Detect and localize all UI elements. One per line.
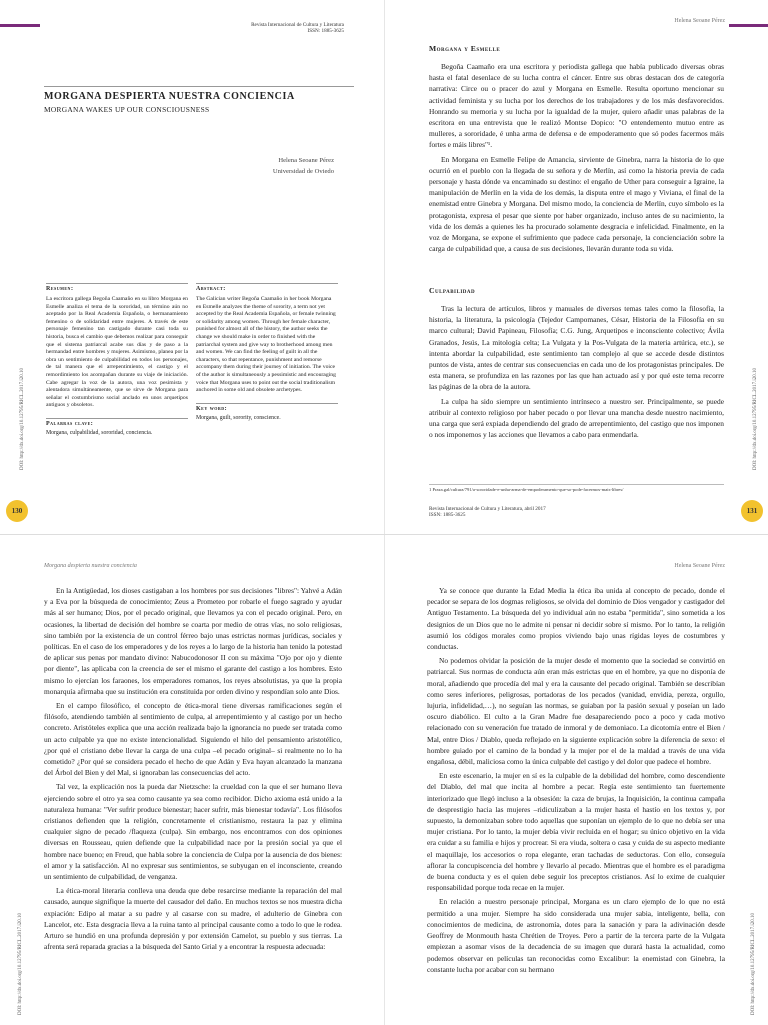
article-title: MORGANA DESPIERTA NUESTRA CONCIENCIA	[44, 91, 295, 102]
paragraph: Tras la lectura de artículos, libros y manuales de diversos temas tales como la filosofía, la historia, la literatura, la psicología (Tejedor Campomanes, César, Historia de la Filosofía en su marco cultural; David Papineau, Filosofía; C.G. Jung, Arquetipos e inconsciente colectivo; Ávila Granados, Jesús, La mitología celta; La Vulgata y la Pos-Vulgata de la materia artúrica, etc.), se intenta abordar la culpabilidad, este sentimiento tan complejo al que se accede desde distintos puntos de vista, antes de centrar sus consecuencias en cada uno de los protagonistas principales. De esta manera, se profundiza en las razones por las que han actuado así y por qué este tema recorre las páginas de la obra de la autora.	[429, 304, 724, 392]
paragraph: Ya se conoce que durante la Edad Media la ética iba unida al concepto de pecado, donde el pecador se separa de los dogmas religiosos, se olvida del dominio de Dios vengador y castigador del Antiguo Testamento. La búsqueda del yo individual aún no estaba "permitida", sino sometida a los designios de un Dios que no le admite ni pensar ni decidir sobre sí mismo. Por lo tanto, la religión asumió los códigos morales como propios viviendo bajo unas rígidas leyes de costumbres y conductas.	[427, 586, 725, 652]
abstract-heading: Abstract:	[196, 286, 226, 292]
page-130	[0, 0, 384, 534]
corner-decoration	[0, 0, 40, 27]
author-block	[200, 157, 334, 175]
paragraph: La ética-moral literaria conlleva una deuda que debe resarcirse mediante la reparación del mal causado, aunque signifique la muerte del causador del daño. En muchos textos se nos muestra dicha expiación: Edipo al matar a su padre y al casarse con su madre, el adulterio de Ginebra con Lancelot, etc. Esta desgracia lleva a la ruina tanto al principal causante como a todo lo que le rodea. Arturo se hundió en una profunda depresión y por extensión Camelot, su pueblo y sus tierras. La afrenta será reparada gracias a la búsqueda del Santo Grial y a encontrar la respuesta adecuada:	[44, 886, 342, 952]
section-culpabilidad-body	[429, 303, 724, 440]
journal-header	[251, 22, 344, 35]
doi-vertical-left: DOI: http://dx.doi.org/10.12795/RICL.2017.i20.10	[20, 368, 25, 470]
page-133-body	[427, 585, 725, 978]
page-133	[384, 535, 768, 1025]
resumen-heading: Resumen:	[46, 286, 74, 292]
resumen-text: La escritora gallega Begoña Caamaño en su libro Morgana en Esmelle analiza el tema de la sororidad, un término aún no aceptado por la Real Academia Española, o hermanamiento femenino o de solidaridad entre mujeres. A través de este personaje femenino tan castigado durante casi toda su historia, busca el cambio que debemos realizar para conseguir que el sistema patriarcal acabe sus días y de paso a la hermandad entre hombres y mujeres. Asimismo, planea por la obra un sentimiento de culpabilidad en todos los personajes, de tal manera que el arrepentimiento, el castigo y el remordimiento los acompañan durante su viaje de iniciación. Cabe agregar la voz de la autora, una voz pesimista y alentadora simultáneamente, que se sirve de Morgana para señalar el costumbrismo social anclado en unos arquetipos antiguos y obsoletos.	[46, 296, 188, 409]
resumen-keywords-heading: Palabras clave:	[46, 418, 188, 427]
abstract-keywords: Morgana, guilt, sorority, conscience.	[196, 414, 281, 421]
section-heading-morgana: Morgana y Esmelle	[429, 44, 501, 53]
footnote-text: 1 Praza.gal/cultura/791/a-sororidade-e-unha-arma-de-empoderamento-que-so-pode-facermos-mais-libres/	[429, 487, 624, 492]
page-131	[384, 0, 768, 534]
page-number-left: 130	[6, 500, 28, 522]
running-head-author: Helena Seoane Pérez	[674, 18, 725, 24]
paragraph: En este escenario, la mujer en sí es la culpable de la debilidad del hombre, como descendiente del Diablo, del mal que incita al hombre a pecar. Regía este sentimiento tan fuertemente interiorizado que llegó incluso a la obsesión: la caza de brujas, la Inquisición, la continua campaña de desprestigio hacia las mujeres –ridiculizaban a la mujer hasta el hastío en los textos y, por supuesto, la demonizaban sobre todo aquellas que suponían un ejemplo de lo que no debía ser una mujer cristiana. Por lo tanto, la mujer debía vivir recluida en el hogar; su único objetivo en la vida era cuidar a su familia e hijos y procrear. Si era viuda, soltera o casa y cuida de su aspecto mediante el maquillaje, los accesorios o ropa elegante, eran tachadas de seductoras. Con ello, conseguía aflorar la concupiscencia del hombre y llevarlo al pecado. Mientras que el hombre es el paradigma de buena conducta y es el quien debe seguir los preceptos cristianos. Así lo exime de cualquier responsabilidad porque toda recae en la mujer.	[427, 771, 725, 893]
paragraph: En Morgana en Esmelle Felipe de Amancia, sirviente de Ginebra, narra la historia de lo que ocurrió en el pueblo con la llegada de su señora y de Merlín, así como la historia previa de cada personaje y hasta dónde va encaminado su destino: el engaño de Uther para conseguir a Igraine, la manipulación de Merlín en la vida de los demás, la disputa entre el mago y Viviana, el final de la enemistad entre Ginebra y Morgana. Del mismo modo, la conciencia de Merlín, cuyo símbolo es la protagonista, expresa el pesar que siente por haber organizado, incluso antes de su nacimiento, la vida de los demás a quienes les ha procurado solamente desgracia e infelicidad. Finalmente, en la voz de Morgana, se expone el sufrimiento que padece cada personaje, la concienciación sobre la carga de culpabilidad que, a causa de sus decisiones, llevarán durante toda su vida.	[429, 154, 724, 254]
title-block	[44, 86, 354, 114]
footer-issn: ISSN: 1885-3625	[429, 512, 466, 519]
section-culpabilidad	[429, 286, 724, 443]
abstract-text: The Galician writer Begoña Caamaño in her book Morgana en Esmelle analyzes the theme of sorority, a term not yet accepted by the Real Academia Española, or female twinning or solidarity among women. Through her female character, punished for almost all of the history, the author seeks the change we should make in order to finished with the patriarchal system and give way to brotherhood among men and women. We can find the feeling of guilt in all the characters, so that repentance, punishment and remorse accompany them during their journey of initiation. The voice of the author is simultaneously a pessimistic and encouraging voice that Morgana uses to point out the social traditionalism anchored in some old and obsolete archetypes.	[196, 296, 336, 394]
paragraph: En el campo filosófico, el concepto de ética-moral tiene diversas ramificaciones según el filósofo, atendiendo también al sentimiento de culpa, al arrepentimiento y al castigo por un hecho concreto. Aristóteles explica que una acción realizada bajo la ignorancia no puede ser tratada como un acto culpable ya que no existe intencionalidad. Siguiendo el hilo del pensamiento aristotélico, ¿por qué el cristiano debe llevar la carga de una culpa –el pecado original– si realmente no lo ha cometido? ¿Por qué se considera pecado el hecho de que Adán y Eva hayan alcanzado la manzana del Árbol del Bien y del Mal, si ignoraban las consecuencias del acto.	[44, 701, 342, 778]
abstract-keywords-heading: Key word:	[196, 403, 338, 412]
paragraph: En relación a nuestro personaje principal, Morgana es un claro ejemplo de lo que no está permitido a una mujer. Siempre ha sido considerada una mujer sabia, inteligente, bella, con conocimientos de medicina, de astronomía, dotes para la sanación y para la adivinación desde Geoffrey de Monmouth hasta Chrétien de Troyes. Pero a partir de la tercera parte de la Vulgata empiezan a asomar visos de la decadencia de su imagen que durará hasta la actualidad, como podemos observar en películas tan reconocidas como Excalibur: la enemistad con Ginebra, la constante lucha por acabar con su hermano	[427, 897, 725, 974]
page-132	[0, 535, 384, 1025]
section-morgana-body	[429, 61, 724, 254]
doi-vertical-right: DOI: http://dx.doi.org/10.12795/RICL.2017.i20.10	[753, 368, 758, 470]
page-number-right: 131	[741, 500, 763, 522]
footer-journal-line: Revista Internacional de Cultura y Literatura, abril 2017	[429, 506, 546, 512]
running-head-author-bottom: Helena Seoane Pérez	[674, 563, 725, 569]
article-subtitle: MORGANA WAKES UP OUR CONSCIOUSNESS	[44, 105, 210, 114]
journal-issn: ISSN: 1885-3625	[307, 28, 344, 35]
page-132-body	[44, 585, 342, 956]
running-head-title: Morgana despierta nuestra conciencia	[44, 563, 137, 569]
paragraph: Begoña Caamaño era una escritora y periodista gallega que había publicado diversas obras hasta el fatal desenlace de su lucha contra el cáncer. Entre sus obras destacan dos de categoría narrativa: Circe ou o pracer do azul y Morgana en Esmelle. Resulta oportuno mencionar su actividad feminista y su lucha por los derechos de los trabajadores y de los más desfavorecidos. Honrando su memoria y su lucha por la igualdad de la mujer, quiero añadir unas palabras de la escritora en una entrevista que le realizó Montse Dopico: "O entendemento mutuo entre as mulleres, a sororidade, é unha arma de defensa e de empoderamento que só podes facermos máis fortes e máis libres"¹.	[429, 62, 724, 150]
section-morgana	[429, 44, 724, 257]
resumen-section	[46, 283, 188, 436]
paragraph: En la Antigüedad, los dioses castigaban a los hombres por sus decisiones "libres": Yahvé a Adán y a Eva por la búsqueda de conocimiento; Zeus a Prometeo por robarle el fuego sagrado y ayudar más al ser humano; Dios, por el pecado original, que llevamos ya con el pecado original. Pero, en ocasiones, la libertad de decisión del hombre se coarta por medio de otras vías, no solo religiosas, sino también por la existencia de un control férreo bajo unas estrictas normas jurídicas, sociales y políticas. En el caso de los emperadores y de los reyes a lo largo de la historia han tenido la potestad de aplicar sus penas por mandato divino: Nabucodonosor II con su máxima "Ojo por ojo y diente por diente", las aplicaba con la creencia de ser el mismo el garante del castigo a los hombres. Esto mismo lo ejercían los faraones, los emperadores romanos, los reyes absolutistas, ya que la propia monarquía afirmaba que su institución era constituida por orden divino y respondían solo ante Dios.	[44, 586, 342, 696]
journal-name: Revista Internacional de Cultura y Literatura	[251, 22, 344, 28]
doi-vertical-bottom-left: DOI: http://dx.doi.org/10.12795/RICL.2017.i20.10	[18, 913, 23, 1015]
paragraph: No podemos olvidar la posición de la mujer desde el momento que la sociedad se convirtió en patriarcal. Sus normas de conducta aún eran más estrictas que en el hombre, ya que no disponía de moral, añadiendo que procedía del mal y era la causante del pecado original. También se describían como seres inferiores, peligrosas, portadoras de los pecados (vanidad, envidia, pereza, orgullo, lujuria, infidelidad,…), no seguían las normas, se guiaban por la pasión sexual y poseían un lado oscuro diabólico. El culto a la Gran Madre fue desapareciendo poco a poco y cada motivo relacionado con su veneración fue tratado de inmoral y de demoniaco. La dicotomía entre el Bien / Mal, entre Dios / Diablo, queda reflejado en la siguiente explicación sobre la diferencia de sexo: el hombre guiado por el camino de la bondad y la mujer por el de la maldad a través de una vida engañosa, débil, maliciosa como la única culpable del castigo y del dolor que padece el hombre.	[427, 656, 725, 767]
author-affiliation: Universidad de Oviedo	[272, 168, 334, 175]
paragraph: Tal vez, la explicación nos la pueda dar Nietzsche: la crueldad con la que el ser humano lleva ejerciendo sobre el otro ya sea como causante ya sea como recibidor. Dicho axioma está unido a la naturaleza humana: "Ver sufrir produce bienestar; hacer sufrir, más bienestar todavía". Los filósofos cristianos defienden que la religión, concretamente el cristianismo, restaura la paz y elimina cualquier signo de pecado /flaqueza (culpa). Sin embargo, nos encontramos con dos opiniones diversas en Rousseau, quien defiende que la culpabilidad nace por la presión social ya que el hombre nace bueno; en Freud, que habla sobre la conciencia de Culpa por la ausencia de dos bienes: el amor y la satisfacción. Al no expresar sus sentimientos, se subyugan en el inconsciente, creando un sentimiento de culpabilidad, de venganza.	[44, 782, 342, 882]
footnote	[429, 484, 724, 493]
corner-decoration	[729, 0, 768, 27]
resumen-keywords: Morgana, culpabilidad, sororidad, conciencia.	[46, 429, 153, 436]
author-name: Helena Seoane Pérez	[278, 157, 334, 164]
section-heading-culpabilidad: Culpabilidad	[429, 286, 476, 295]
abstract-section	[196, 283, 338, 421]
paragraph: La culpa ha sido siempre un sentimiento intrínseco a nuestro ser. Principalmente, se puede atribuir al contexto religioso por haber pecado o por llevar una mancha desde nuestro nacimiento, una carga que será expiada dependiendo del grado de arrepentimiento, del castigo que nos imponen o nos imponemos y las acciones que llevamos a cabo para enmendarla.	[429, 396, 724, 440]
doi-vertical-bottom-right: DOI: http://dx.doi.org/10.12795/RICL.2017.i20.10	[751, 913, 756, 1015]
journal-footer	[429, 506, 546, 519]
bottom-spread	[0, 534, 768, 1025]
